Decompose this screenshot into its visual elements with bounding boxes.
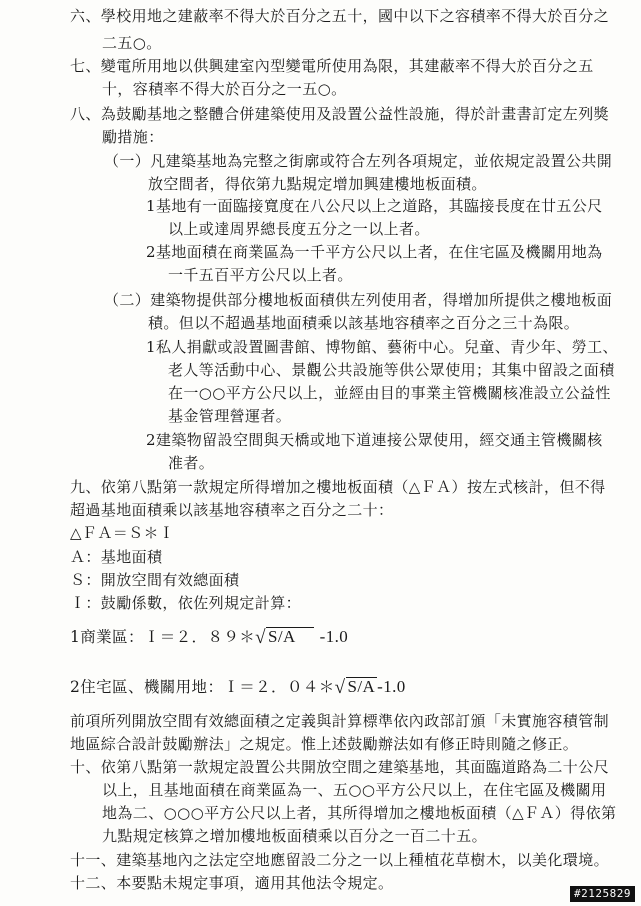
text-line: 八、為鼓勵基地之整體合併建築使用及設置公益性設施，得於計畫書訂定左列獎 — [70, 105, 610, 123]
text-line: 在一○○平方公尺以上，並經由目的事業主管機關核准設立公益性 — [168, 384, 611, 402]
text-line: 以上或達周界總長度五分之一以上者。 — [168, 220, 430, 238]
text-line: 超過基地面積乘以該基地容積率之百分之二十： — [70, 501, 394, 519]
text-line: 老人等活動中心、景觀公共設施等供公眾使用；其集中留設之面積 — [168, 361, 615, 379]
text-line: 放空間者，得依第九點規定增加興建樓地板面積。 — [148, 175, 487, 193]
text-line: （二）建築物提供部分樓地板面積供左列使用者，得增加所提供之樓地板面 — [104, 291, 613, 309]
text-line: 准者。 — [168, 454, 215, 472]
text-line: 2建築物留設空間與天橋或地下道連接公眾使用，經交通主管機關核 — [146, 431, 603, 449]
text-line: 十，容積率不得大於百分之一五○。 — [102, 80, 347, 98]
text-line: 六、學校用地之建蔽率不得大於百分之五十，國中以下之容積率不得大於百分之 — [70, 7, 610, 25]
text-line: 勵措施： — [102, 128, 164, 146]
text-line: 十一、建築基地內之法定空地應留設二分之一以上種植花草樹木，以美化環境。 — [70, 851, 610, 869]
text-line: 積。但以不超過基地面積乘以該基地容積率之百分之三十為限。 — [148, 314, 580, 332]
text-line: 1基地有一面臨接寬度在八公尺以上之道路，其臨接長度在廿五公尺 — [146, 197, 603, 215]
text-line: 地為二、○○○平方公尺以上者，其所得增加之樓地板面積（△ＦＡ）得依第 — [102, 804, 617, 822]
square-root: √ S/A — [334, 677, 376, 698]
text-line: Ａ：基地面積 — [70, 548, 163, 566]
formula-commercial: 1商業區：Ｉ＝２．８９＊√ S/A -1.0 — [70, 627, 349, 648]
text-line: 二五○。 — [102, 34, 162, 52]
text-line: 地區綜合設計鼓勵辦法」之規定。惟上述鼓勵辦法如有修正時則隨之修正。 — [70, 735, 579, 753]
text-line: 2基地面積在商業區為一千平方公尺以上者，在住宅區及機關用地為 — [146, 243, 603, 261]
text-line: Ｓ：開放空間有效總面積 — [70, 571, 240, 589]
text-line: 基金管理營運者。 — [168, 407, 292, 425]
text-line: 十、依第八點第一款規定設置公共開放空間之建築基地，其面臨道路為二十公尺 — [70, 758, 610, 776]
text-line: （一）凡建築基地為完整之街廓或符合左列各項規定，並依規定設置公共開 — [104, 152, 613, 170]
text-line: 一千五百平方公尺以上者。 — [168, 266, 353, 284]
document-id-stamp: #2125829 — [570, 886, 635, 902]
text-line: 七、變電所用地以供興建室內型變電所使用為限，其建蔽率不得大於百分之五 — [70, 57, 594, 75]
square-root: √ S/A — [255, 627, 313, 647]
text-line: 1私人捐獻或設置圖書館、博物館、藝術中心。兒童、青少年、勞工、 — [146, 338, 618, 356]
text-line: 前項所列開放空間有效總面積之定義與計算標準依內政部訂頒「未實施容積管制 — [70, 712, 610, 730]
formula-residential: 2住宅區、機關用地：Ｉ＝２．０４＊√ S/A -1.0 — [70, 677, 406, 698]
text-line: Ｉ：鼓勵係數，依佐列規定計算： — [70, 594, 302, 612]
text-line: 九點規定核算之增加樓地板面積乘以百分之一百二十五。 — [102, 827, 488, 845]
text-line: △ＦＡ＝Ｓ＊Ｉ — [70, 524, 175, 542]
text-line: 以上，且基地面積在商業區為一、五○○平方公尺以上，在住宅區及機關用 — [102, 781, 607, 799]
text-line: 九、依第八點第一款規定所得增加之樓地板面積（△ＦＡ）按左式核計，但不得 — [70, 478, 606, 496]
text-line: 十二、本要點未規定事項，適用其他法令規定。 — [70, 874, 394, 892]
